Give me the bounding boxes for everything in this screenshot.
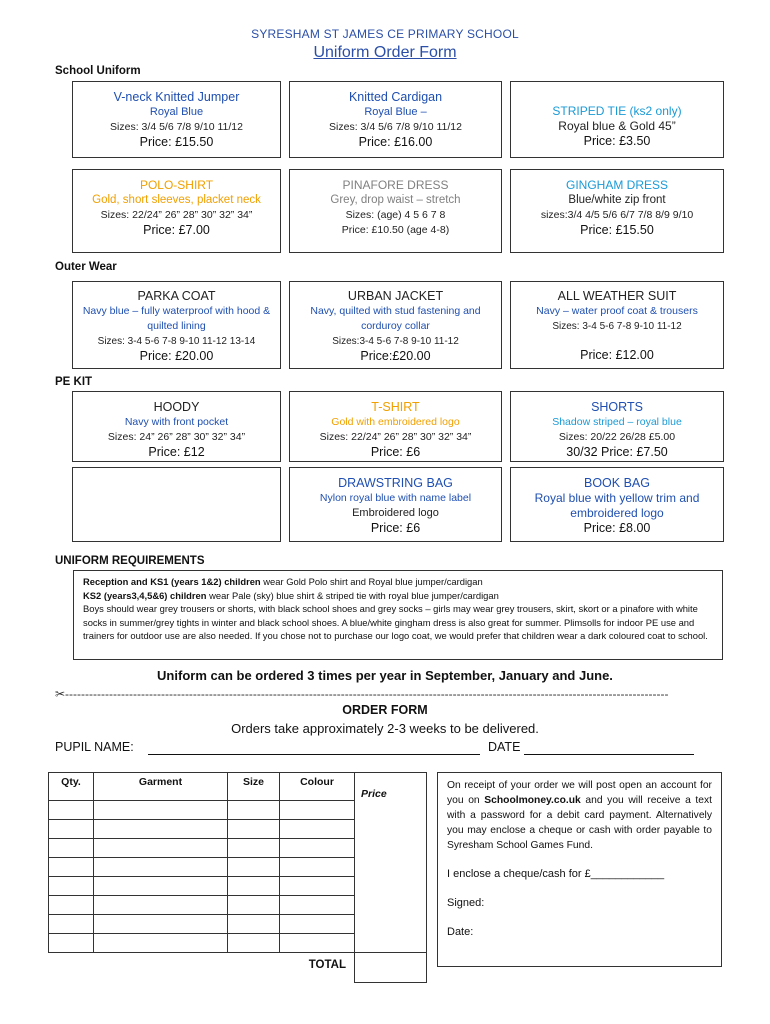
item-card-tshirt: [289, 391, 502, 462]
col-qty: Qty.: [49, 773, 94, 801]
item-card-drawstring: [289, 467, 502, 542]
item-extra: Embroidered logo: [352, 507, 439, 519]
item-card-cardigan: [289, 81, 502, 158]
item-price: Price: £10.50 (age 4-8): [341, 224, 450, 236]
item-name: Knitted Cardigan: [348, 90, 443, 104]
item-card-hoody: [72, 391, 281, 462]
item-price: Price: £8.00: [583, 521, 651, 535]
item-price: 30/32 Price: £7.50: [566, 445, 668, 459]
item-name: POLO-SHIRT: [139, 178, 214, 192]
item-price: Price: £15.50: [580, 223, 654, 237]
item-sizes: sizes:3/4 4/5 5/6 6/7 7/8 8/9 9/10: [540, 209, 694, 221]
item-name: PARKA COAT: [137, 289, 216, 303]
item-name: V-neck Knitted Jumper: [113, 90, 240, 104]
info-date-label: Date:: [447, 926, 474, 938]
item-card-gingham: [510, 169, 724, 253]
item-card-parka: [72, 281, 281, 369]
order-table: [48, 772, 427, 983]
item-card-jumper: [72, 81, 281, 158]
item-sizes: Sizes: 24” 26” 28” 30” 32” 34”: [107, 431, 246, 443]
total-row: [49, 953, 427, 983]
item-price: Price: £12: [148, 445, 205, 459]
item-price: Price: £15.50: [139, 135, 214, 149]
item-desc: Gold with embroidered logo: [331, 416, 460, 428]
item-desc: Royal blue with yellow trim and embroidered logo: [534, 491, 700, 520]
item-desc: Blue/white zip front: [568, 194, 666, 206]
item-desc: Navy – water proof coat & trousers: [536, 305, 698, 317]
item-sizes: Sizes: 3/4 5/6 7/8 9/10 11/12: [110, 121, 243, 133]
item-desc: Royal Blue –: [364, 106, 427, 118]
item-price: Price: £6: [370, 445, 421, 459]
date-label: DATE: [488, 740, 521, 754]
item-card-weather: [510, 281, 724, 369]
item-name: BOOK BAG: [584, 476, 650, 490]
item-sizes: Sizes: 22/24” 26” 28” 30” 32” 34”: [319, 431, 472, 443]
item-desc: Royal blue & Gold 45”: [558, 119, 676, 133]
requirements-line-ks2: KS2 (years3,4,5&6) children wear Pale (sky) blue shirt & striped tie with royal blue jumper/cardigan: [83, 589, 499, 601]
total-price-cell[interactable]: [355, 953, 427, 983]
section-requirements: UNIFORM REQUIREMENTS: [55, 555, 205, 567]
order-times: Uniform can be ordered 3 times per year in September, January and June.: [157, 668, 613, 683]
item-price: Price: £6: [370, 521, 421, 535]
item-sizes: Sizes: 22/24” 26” 28” 30” 32” 34”: [100, 209, 253, 221]
col-garment: Garment: [94, 773, 228, 801]
item-desc: Shadow striped – royal blue: [552, 416, 682, 428]
item-card-urban: [289, 281, 502, 369]
schoolmoney-link[interactable]: Schoolmoney.co.uk: [484, 795, 581, 806]
item-desc: Royal Blue: [149, 106, 204, 118]
item-name: URBAN JACKET: [347, 289, 444, 303]
col-size: Size: [228, 773, 280, 801]
item-price: Price: £16.00: [358, 135, 433, 149]
item-card-polo: [72, 169, 281, 253]
requirements-box: [73, 570, 723, 660]
signed-label: Signed:: [447, 897, 485, 909]
item-sizes: Sizes: 20/22 26/28 £5.00: [558, 431, 676, 443]
cheque-line: I enclose a cheque/cash for £____________: [447, 868, 665, 880]
item-desc: Gold, short sleeves, placket neck: [92, 194, 261, 206]
item-price: Price: £7.00: [143, 223, 210, 237]
item-name: ALL WEATHER SUIT: [557, 289, 677, 303]
item-name: STRIPED TIE (ks2 only): [552, 104, 682, 118]
order-delivery-note: Orders take approximately 2-3 weeks to be delivered.: [231, 721, 539, 736]
section-pe-kit: PE KIT: [55, 376, 93, 388]
item-name: PINAFORE DRESS: [342, 178, 449, 192]
payment-info-text: On receipt of your order we will post open an account for you on Schoolmoney.co.uk and you will receive a text with a password for a debit card payment. Alternatively you may enclose a cheque or cash with order payable to Syresham School Games Fund.: [447, 780, 712, 851]
item-card-bookbag: [510, 467, 724, 542]
item-price: Price: £3.50: [583, 134, 651, 148]
item-name: GINGHAM DRESS: [565, 178, 668, 192]
item-name: DRAWSTRING BAG: [338, 476, 453, 490]
table-header-row: [49, 773, 427, 801]
item-desc: Navy, quilted with stud fastening and corduroy collar: [310, 305, 481, 332]
pupil-name-field[interactable]: [148, 754, 480, 755]
item-sizes: Sizes:3-4 5-6 7-8 9-10 11-12: [332, 336, 459, 347]
item-name: HOODY: [153, 400, 200, 414]
page-title: Uniform Order Form: [313, 44, 457, 61]
item-desc: Navy blue – fully waterproof with hood & quilted lining: [82, 305, 271, 332]
pupil-name-label: PUPIL NAME:: [55, 740, 134, 754]
item-sizes: Sizes: 3-4 5-6 7-8 9-10 11-12 13-14: [97, 336, 256, 347]
total-label: TOTAL: [308, 959, 346, 971]
item-sizes: Sizes: 3-4 5-6 7-8 9-10 11-12: [552, 321, 682, 332]
col-colour: Colour: [280, 773, 355, 801]
item-price: Price: £20.00: [139, 349, 214, 363]
section-school-uniform: School Uniform: [55, 65, 141, 77]
requirements-body: Boys should wear grey trousers or shorts, with black school shoes and grey socks – girls may wear grey trousers, skirt, skort or a pinafore with white socks in summer/grey tights in winter and black school shoes. A blue/white gingham dress is also great for summer. Plimsolls for indoor PE use and trainers for outdoor use are also needed. If you chose not to purchase our logo coat, we would prefer that children wear a dark coloured coat to school.: [83, 603, 708, 642]
col-price: Price: [355, 773, 427, 953]
empty-card: [72, 467, 281, 542]
item-card-pinafore: [289, 169, 502, 253]
item-price: Price:£20.00: [360, 349, 431, 363]
item-card-shorts: [510, 391, 724, 462]
item-name: T-SHIRT: [371, 400, 420, 414]
order-form-title: ORDER FORM: [342, 703, 428, 717]
section-outer-wear: Outer Wear: [55, 261, 117, 273]
item-sizes: Sizes: (age) 4 5 6 7 8: [345, 209, 446, 221]
item-price: Price: £12.00: [580, 348, 654, 362]
item-sizes: Sizes: 3/4 5/6 7/8 9/10 11/12: [329, 121, 462, 133]
date-field[interactable]: [524, 754, 694, 755]
item-desc: Nylon royal blue with name label: [319, 492, 472, 504]
item-desc: Navy with front pocket: [124, 416, 229, 428]
cut-line: ✂-------------------------------------------------------------------------------------------------------------------------------------------------------: [55, 687, 669, 701]
requirements-line-ks1: Reception and KS1 (years 1&2) children wear Gold Polo shirt and Royal blue jumper/cardigan: [83, 576, 483, 587]
item-desc: Grey, drop waist – stretch: [330, 194, 461, 206]
item-card-tie: [510, 81, 724, 158]
payment-info-box: [437, 772, 722, 967]
school-name: SYRESHAM ST JAMES CE PRIMARY SCHOOL: [251, 27, 519, 41]
item-name: SHORTS: [591, 400, 643, 414]
